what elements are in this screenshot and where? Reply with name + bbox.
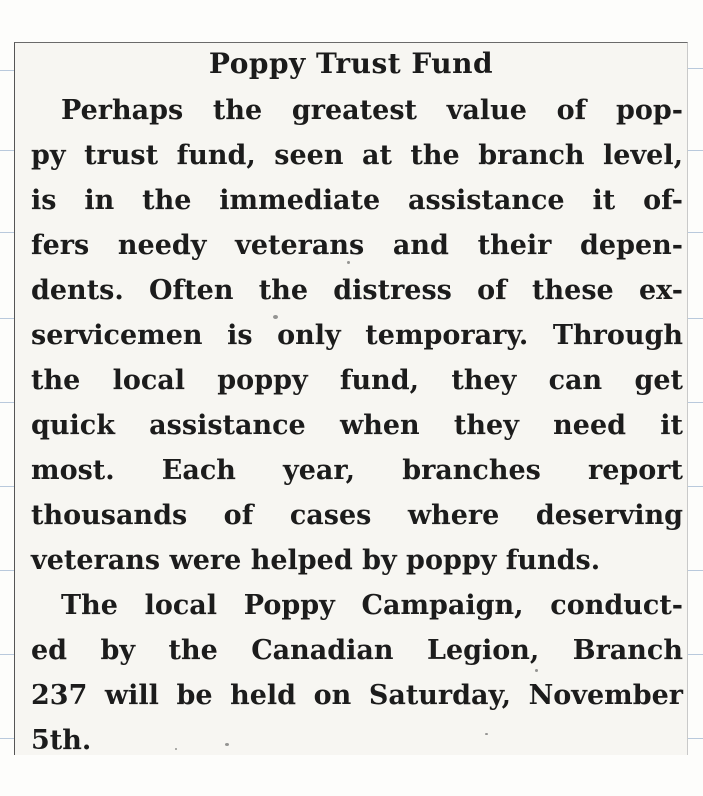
article-line: quick assistance when they need it bbox=[31, 410, 683, 441]
article-line: most. Each year, branches report bbox=[31, 455, 683, 486]
article-line: fers needy veterans and their depen- bbox=[31, 230, 683, 261]
article-line: 5th. bbox=[31, 725, 92, 756]
article-line: dents. Often the distress of these ex- bbox=[31, 275, 683, 306]
article-line: py trust fund, seen at the branch level, bbox=[31, 140, 683, 171]
article-line: thousands of cases where deserving bbox=[31, 500, 683, 531]
print-speck bbox=[175, 748, 177, 750]
print-speck bbox=[225, 743, 229, 746]
article-line: 237 will be held on Saturday, November bbox=[31, 680, 683, 711]
print-speck bbox=[485, 733, 488, 735]
print-speck bbox=[347, 261, 350, 264]
article-line: ed by the Canadian Legion, Branch bbox=[31, 635, 683, 666]
newspaper-clipping bbox=[14, 42, 688, 755]
print-speck bbox=[273, 315, 278, 319]
article-line: The local Poppy Campaign, conduct- bbox=[61, 590, 683, 621]
article-line: veterans were helped by poppy funds. bbox=[31, 545, 601, 576]
headline: Poppy Trust Fund bbox=[208, 47, 494, 80]
article-line: is in the immediate assistance it of- bbox=[31, 185, 683, 216]
article-line: the local poppy fund, they can get bbox=[31, 365, 683, 396]
print-speck bbox=[535, 669, 538, 672]
article-line: servicemen is only temporary. Through bbox=[31, 320, 683, 351]
article-line: Perhaps the greatest value of pop- bbox=[61, 95, 683, 126]
